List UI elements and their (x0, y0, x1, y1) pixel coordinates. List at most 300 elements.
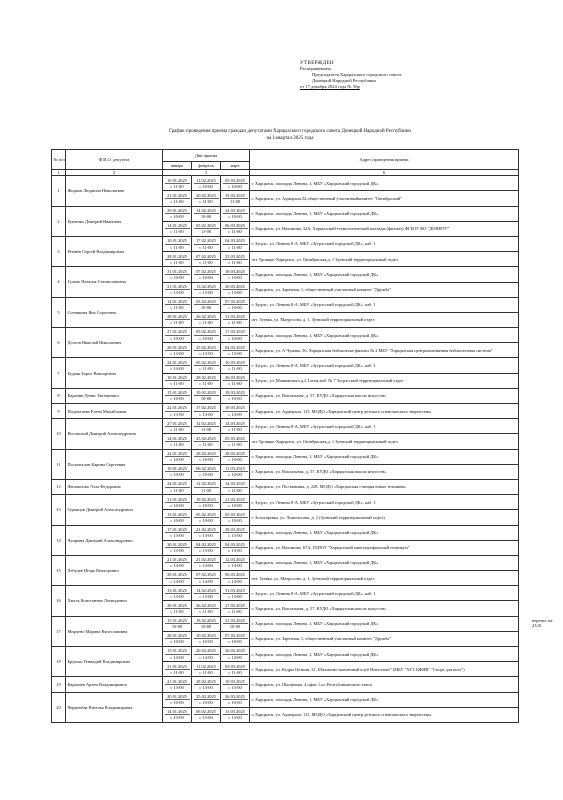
time-value: с 10-00 (199, 183, 213, 189)
reception-address: г. Харцызск, площадь Ленина, 1, МБУ «Харцызский городской ДК» (250, 692, 519, 707)
time-value: с 13-00 (199, 411, 213, 417)
time-value: с 11-00 (170, 609, 184, 615)
time-value: с 10-00 (199, 517, 213, 523)
date-cell (192, 206, 221, 221)
date-value: 10.03.2025 (223, 360, 248, 366)
document-title: График проведения приема граждан депутатами Харцызского городского совета Донецкой Народной Республики (169, 129, 411, 134)
date-cell (221, 206, 250, 221)
reception-address: г. Зугрэс, ул. Маяковского,д.2 1этаж,каб. № 7 Зугрэсский территориальный отдел (250, 373, 519, 388)
date-value: 14.01.2025 (165, 436, 190, 442)
time-value: с 11-00 (199, 198, 213, 204)
reception-address: г. Зугрэс, ул. Ленина 8-А, МБУ «Зугрэсский городской ДК», каб. 1 (250, 297, 519, 312)
reception-address: г. Харцызск, ул. А Чумака, 56, Харцызская библиотека-филиал № 2 МБУ "Харцызская централизованная библиотечная система" (250, 343, 519, 358)
time-value: с 11-00 (199, 609, 213, 615)
date-value: 28.01.2025 (165, 254, 190, 260)
time-value: с 10-00 (228, 214, 242, 220)
date-value: 24.03.2025 (223, 208, 248, 214)
time-value: с 10-00 (228, 517, 242, 523)
deputy-name: Будьяк Борис Викторович (66, 358, 163, 388)
table-row (52, 358, 519, 373)
time-value: с 13-00 (228, 684, 242, 690)
time-value: с 11-00 (228, 426, 242, 432)
deputy-name: Лебедев Игорь Викторович (66, 555, 163, 585)
date-value: 21.03.2025 (223, 497, 248, 503)
date-value: 06.02.2025 (194, 466, 219, 472)
date-cell (163, 343, 192, 358)
date-cell (163, 434, 192, 449)
date-cell (221, 297, 250, 312)
reception-address: г. Зугрэс, ул. Ленина 8-А, МБУ «Зугрэсский городской ДК», каб. 1 (250, 236, 519, 251)
time-value: с 10-00 (228, 700, 242, 706)
time-value: с 10-00 (170, 274, 184, 280)
time-value: с 11-00 (170, 183, 184, 189)
time-value: с 13-00 (228, 350, 242, 356)
date-cell (163, 206, 192, 221)
reception-address: г. Харцызск, ул. Нахимова, 32А, Харцызский технологический колледж (филиал) ФГБОУ ВО "ДОННТУ" (250, 221, 519, 236)
date-value: 27.01.2025 (165, 421, 190, 427)
reception-address: пгт. Зуевка, ул. Матросова, д. 1, Зуевский территориальный отдел (250, 312, 519, 327)
date-value: 05.03.2025 (223, 512, 248, 518)
deputy-name: Карпачев Артем Владимирович (66, 677, 163, 692)
time-value: с 11-00 (170, 259, 184, 265)
date-cell (163, 464, 192, 479)
row-number: 17 (52, 616, 66, 646)
date-cell (192, 221, 221, 236)
time-value: с 10-00 (170, 457, 184, 463)
side-note: перенос на 23.01 (532, 618, 553, 628)
time-value: с 13-00 (170, 684, 184, 690)
time-value: с 11-00 (170, 305, 184, 311)
date-value: 07.03.2025 (223, 633, 248, 639)
time-value: с 10-00 (228, 502, 242, 508)
date-cell (192, 692, 221, 707)
table-row (52, 479, 519, 494)
reception-address: г. Харцызск, ул. Нахимова, 67А, ГБПОУ "Харцызский многопрофильный техникум" (250, 540, 519, 555)
date-value: 27.01.2025 (165, 329, 190, 335)
time-value: с 10-00 (170, 335, 184, 341)
date-value: 10.01.2025 (165, 375, 190, 381)
date-value: 21.01.2025 (165, 557, 190, 563)
date-cell (192, 388, 221, 403)
time-value: с 11-00 (228, 229, 242, 235)
date-value: 10.02.2025 (194, 633, 219, 639)
date-value: 15.01.2025 (165, 648, 190, 654)
table-row (52, 555, 519, 570)
date-cell (192, 373, 221, 388)
date-value: 04.03.2025 (223, 345, 248, 351)
date-value: 28.01.2025 (165, 633, 190, 639)
time-value: с 11-00 (228, 441, 242, 447)
date-cell (192, 176, 221, 191)
date-value: 28.01.2025 (165, 314, 190, 320)
date-cell (221, 252, 250, 267)
row-number: 15 (52, 555, 66, 585)
time-value: с 11-00 (199, 381, 213, 387)
date-cell (163, 662, 192, 677)
time-value: с 13-00 (199, 593, 213, 599)
deputy-name: Хмель Константин Леонидович (66, 586, 163, 616)
date-cell (163, 586, 192, 601)
time-value: с 11-00 (199, 669, 213, 675)
date-value: 07.02.2025 (194, 254, 219, 260)
approval-stamp (300, 60, 520, 90)
date-value: 14.01.2025 (165, 709, 190, 715)
date-cell (192, 571, 221, 586)
time-value: 11-00 (200, 426, 212, 432)
date-cell (192, 419, 221, 434)
time-value: с 13-00 (228, 548, 242, 554)
date-cell (192, 328, 221, 343)
colnum-3: 3 (163, 170, 250, 176)
time-value: с 10-00 (228, 396, 242, 402)
time-value: с 10-00 (170, 396, 184, 402)
date-value: 04.03.2025 (223, 542, 248, 548)
date-cell (192, 449, 221, 464)
date-value: 03.02.2025 (194, 299, 219, 305)
header-jan: январь (163, 162, 192, 170)
reception-address: г. Зугрэс, ул. Ленина 8-А, МБУ «Зугрэсский городской ДК», каб. 1 (250, 495, 519, 510)
reception-address: г. Харцызск, площадь Ленина, 1, МБУ «Харцызский городской ДК» (250, 328, 519, 343)
date-value: 18.03.2025 (223, 390, 248, 396)
header-feb: февраль (192, 162, 221, 170)
time-value: с 11-00 (199, 259, 213, 265)
time-value: с 13-00 (228, 533, 242, 539)
deputy-name: Чупрына Дмитрий Александрович (66, 525, 163, 555)
time-value: с 11-00 (170, 320, 184, 326)
time-value: с 14-00 (199, 654, 213, 660)
deputy-name: Долгов Николай Николаевич (66, 328, 163, 358)
date-value: 24.01.2025 (165, 481, 190, 487)
time-value: с 14-00 (228, 578, 242, 584)
date-cell (221, 434, 250, 449)
date-value: 28.02.2025 (194, 375, 219, 381)
date-cell (192, 616, 221, 631)
date-cell (192, 586, 221, 601)
date-cell (192, 479, 221, 494)
time-value: с 10-00 (228, 183, 242, 189)
time-value: с 11-00 (199, 366, 213, 372)
table-row (52, 647, 519, 662)
date-cell (221, 464, 250, 479)
date-cell (192, 404, 221, 419)
time-value: с 11-00 (170, 441, 184, 447)
date-cell (221, 571, 250, 586)
date-cell (163, 555, 192, 570)
time-value: с 11-00 (199, 244, 213, 250)
deputy-name: Ремнёв Сергей Владимирович (66, 236, 163, 266)
time-value: с 13-00 (170, 411, 184, 417)
reception-address: г. Харцызск, ул. Кедры Цеткин, 31, Шахматно-шашечный клуб Интеллект" (МБУ "ХГЗ ЦФИВ" "Спорт для всех") (250, 662, 519, 677)
reception-address: пгт Троицко-Харцызск, ул. Октябрьская,д. 1 Зуевский территориальный отдел (250, 434, 519, 449)
time-value: 11-00 (200, 229, 212, 235)
date-value: 06.02.2025 (194, 709, 219, 715)
reception-address: г. Харцызск, ул. Вокзальная, д. 57, КУДО «Харцызская школа искусств» (250, 388, 519, 403)
table-row (52, 236, 519, 251)
time-value: с 14-00 (170, 563, 184, 569)
date-cell (221, 540, 250, 555)
date-value: 20.03.2025 (223, 284, 248, 290)
date-cell (221, 419, 250, 434)
date-value: 21.02.2025 (194, 527, 219, 533)
date-cell (221, 479, 250, 494)
time-value: 10-00 (200, 624, 212, 630)
row-number: 3 (52, 236, 66, 266)
time-value: с 14-00 (170, 366, 184, 372)
date-cell (163, 404, 192, 419)
date-value: 27.03.2025 (223, 603, 248, 609)
time-value: с 13-00 (170, 548, 184, 554)
date-value: 13.03.2025 (223, 709, 248, 715)
time-value: с 10-00 (170, 502, 184, 508)
time-value: с 11-00 (170, 244, 184, 250)
date-cell (221, 495, 250, 510)
date-cell (192, 510, 221, 525)
reception-address: г. Золотаревка, ул. Ломоносова, д. 2 (Зуевский территориальный отдел) (250, 510, 519, 525)
date-value: 13.01.2025 (165, 512, 190, 518)
time-value: с 10-00 (228, 457, 242, 463)
deputy-name: Оджицов Дмитрий Александрович (66, 495, 163, 525)
date-cell (192, 358, 221, 373)
date-value: 15.01.2025 (165, 390, 190, 396)
table-row (52, 677, 519, 692)
time-value: с 13-00 (228, 411, 242, 417)
deputy-name: Носовский Дмитрий Александрович (66, 419, 163, 449)
deputy-name: Поскопалин Карина Сергеевна (66, 449, 163, 479)
date-value: 13.01.2025 (165, 588, 190, 594)
date-value: 20.01.2025 (165, 694, 190, 700)
date-value: 25.02.2025 (194, 345, 219, 351)
date-cell (221, 662, 250, 677)
deputy-name: Гулько Наталья Станиславовна (66, 267, 163, 297)
date-value: 31.01.2025 (165, 269, 190, 275)
date-cell (192, 343, 221, 358)
date-value: 25.02.2025 (194, 436, 219, 442)
time-value: 10-00 (229, 624, 241, 630)
table-row (52, 692, 519, 707)
date-cell (221, 631, 250, 646)
date-value: 17.02.2025 (194, 405, 219, 411)
row-number: 6 (52, 328, 66, 358)
approval-line-1: Распоряжением (300, 66, 331, 71)
table-row (52, 525, 519, 540)
reception-address: г. Зугрэс, ул. Ленина 8-А, МБУ «Зугрэсский городской ДК», каб. 1 (250, 358, 519, 373)
date-value: 05.02.2025 (194, 512, 219, 518)
deputy-name: Брулько Геннадий Владимирович (66, 647, 163, 677)
date-cell (221, 282, 250, 297)
date-cell (221, 328, 250, 343)
approval-line-4: от 17 декабря 2024 года № 56р (300, 84, 360, 89)
row-number: 9 (52, 404, 66, 419)
date-value: 31.01.2025 (165, 497, 190, 503)
date-value: 21.03.2025 (223, 618, 248, 624)
date-value: 26.03.2025 (223, 375, 248, 381)
date-value: 07.02.2025 (194, 269, 219, 275)
reception-address: г. Харцызск, ул. Поставкина, д. 228, МОДО «Харцызская станция юных техников» (250, 479, 519, 494)
date-value: 14.03.2025 (223, 421, 248, 427)
time-value: с 11-00 (170, 669, 184, 675)
date-value: 11.03.2025 (223, 588, 248, 594)
reception-address: г. Харцызск, площадь Ленина, 1, МБУ «Харцызский городской ДК» (250, 525, 519, 540)
date-value: 17.02.2025 (194, 238, 219, 244)
date-cell (221, 236, 250, 251)
time-value: 11-00 (229, 198, 241, 204)
time-value: с 13-00 (228, 290, 242, 296)
reception-address: г. Зугрэс, ул. Ленина 8-А, МБУ «Зугрэсский городской ДК», каб. 1 (250, 586, 519, 601)
colnum-6: 6 (250, 170, 519, 176)
date-value: 14.02.2025 (194, 208, 219, 214)
date-cell (192, 267, 221, 282)
time-value: с 13-00 (170, 350, 184, 356)
header-days: Дни приема (163, 150, 250, 162)
time-value: 10-00 (200, 214, 212, 220)
date-cell (163, 449, 192, 464)
date-cell (221, 176, 250, 191)
date-value: 18.03.2025 (223, 269, 248, 275)
time-value: с 11-00 (228, 320, 242, 326)
time-value: 10-00 (171, 624, 183, 630)
date-cell (163, 236, 192, 251)
date-cell (192, 601, 221, 616)
date-cell (221, 677, 250, 692)
date-cell (163, 510, 192, 525)
date-value: 29.01.2025 (165, 572, 190, 578)
date-cell (192, 647, 221, 662)
time-value: с 11-00 (228, 609, 242, 615)
date-value: 03.03.2025 (223, 664, 248, 670)
date-value: 12.02.2025 (194, 481, 219, 487)
date-cell (163, 419, 192, 434)
date-cell (163, 388, 192, 403)
reception-address: пгт. Зуевка, ул. Матросова, д. 1, Зуевский территориальный отдел (250, 571, 519, 586)
date-cell (221, 221, 250, 236)
date-value: 24.01.2025 (165, 360, 190, 366)
date-cell (163, 495, 192, 510)
date-value: 20.02.2025 (194, 648, 219, 654)
date-cell (163, 312, 192, 327)
reception-address: г. Харцызск, ул. Адмирала, 115, МОДО «Харцызский центр детского и юношеского творчества» (250, 404, 519, 419)
date-cell (221, 525, 250, 540)
time-value: с 10-00 (228, 335, 242, 341)
reception-address: г. Харцызск, площадь Ленина, 1, МБУ «Харцызский городской ДК» (250, 616, 519, 631)
time-value: с 10-00 (170, 214, 184, 220)
deputy-name: Мирчено Марина Вячеславовна (66, 616, 163, 646)
deputy-name: Бушенко Дмитрий Иванович (66, 206, 163, 236)
reception-address: г. Харцызск, ул. Заречная, 1, общественный участковый комитет "Дружба" (250, 282, 519, 297)
table-row (52, 388, 519, 403)
deputy-name: Жидков Людмила Николаевна (66, 176, 163, 206)
reception-address: г. Харцызск, площадь Ленина, 1, МБУ «Харцызский городской ДК» (250, 647, 519, 662)
date-value: 28.03.2025 (223, 451, 248, 457)
date-value: 24.01.2025 (165, 451, 190, 457)
approval-heading: УТВЕРЖДЕН (300, 60, 334, 66)
date-value: 05.03.2025 (223, 436, 248, 442)
date-cell (163, 647, 192, 662)
time-value: с 10-00 (199, 502, 213, 508)
date-cell (221, 449, 250, 464)
date-value: 05.02.2025 (194, 329, 219, 335)
date-cell (192, 252, 221, 267)
time-value: с 11-00 (199, 441, 213, 447)
colnum-2: 2 (66, 170, 163, 176)
time-value: с 11-00 (228, 244, 242, 250)
time-value: с 13-00 (199, 684, 213, 690)
date-value: 13.02.2025 (194, 284, 219, 290)
reception-address: г. Харцызск, площадь Ленина, 1, МБУ «Харцызский городской ДК» (250, 176, 519, 191)
reception-address: г. Зугрэс, ул. Ленина 8-А, МБУ «Зугрэсский городской ДК», каб. 1 (250, 419, 519, 434)
date-value: 26.02.2025 (194, 603, 219, 609)
date-value: 11.02.2025 (194, 178, 219, 184)
date-value: 12.03.2025 (223, 557, 248, 563)
date-value: 31.01.2025 (165, 664, 190, 670)
header-num: № п/п (52, 150, 66, 170)
date-cell (163, 297, 192, 312)
date-cell (221, 555, 250, 570)
table-row (52, 328, 519, 343)
date-cell (192, 525, 221, 540)
date-value: 20.01.2025 (165, 345, 190, 351)
time-value: с 10-00 (199, 274, 213, 280)
date-value: 18.02.2025 (194, 679, 219, 685)
date-value: 20.02.2025 (194, 193, 219, 199)
date-value: 05.02.2025 (194, 223, 219, 229)
time-value: с 11-00 (170, 487, 184, 493)
date-cell (163, 373, 192, 388)
row-number: 11 (52, 449, 66, 479)
date-cell (163, 601, 192, 616)
deputy-name: Подмогаева Елена Михайловна (66, 404, 163, 419)
time-value: с 13-00 (170, 593, 184, 599)
date-cell (163, 571, 192, 586)
table-row (52, 449, 519, 464)
date-value: 11.03.2025 (223, 466, 248, 472)
date-value: 19.02.2025 (194, 390, 219, 396)
date-cell (221, 267, 250, 282)
schedule-table (51, 149, 519, 723)
date-cell (221, 647, 250, 662)
row-number: 14 (52, 525, 66, 555)
date-value: 10.01.2025 (165, 178, 190, 184)
time-value: с 14-00 (199, 578, 213, 584)
reception-address: г. Харцызск, площадь Ленина, 1, МБУ «Харцызский городской ДК» (250, 449, 519, 464)
time-value: с 13-00 (228, 715, 242, 721)
date-cell (221, 191, 250, 206)
table-row (52, 267, 519, 282)
date-cell (221, 312, 250, 327)
date-cell (192, 282, 221, 297)
time-value: с 11-00 (228, 366, 242, 372)
header-name: Ф.И.О. депутата (66, 150, 163, 170)
date-value: 07.03.2025 (223, 299, 248, 305)
time-value: с 13-00 (199, 715, 213, 721)
date-value: 07.02.2025 (194, 572, 219, 578)
time-value: с 11-00 (170, 426, 184, 432)
time-value: с 10-00 (199, 335, 213, 341)
reception-address: г. Харцызск, ул. Шалимова, 4 офис 1.оо Республиканского такси (250, 677, 519, 692)
date-value: 17.03.2025 (223, 329, 248, 335)
time-value: с 11-00 (170, 229, 184, 235)
deputy-name: Филиппова Элла Федоровна (66, 479, 163, 494)
date-value: 04.03.2025 (223, 238, 248, 244)
table-row (52, 495, 519, 510)
time-value: с 14-00 (228, 563, 242, 569)
date-cell (163, 677, 192, 692)
deputy-name: Каранин Денис Евгеньевич (66, 388, 163, 403)
time-value: с 10-00 (170, 472, 184, 478)
date-value: 17.01.2025 (165, 527, 190, 533)
time-value: с 10-00 (170, 639, 184, 645)
date-value: 15.01.2025 (165, 618, 190, 624)
time-value: с 10-00 (199, 457, 213, 463)
